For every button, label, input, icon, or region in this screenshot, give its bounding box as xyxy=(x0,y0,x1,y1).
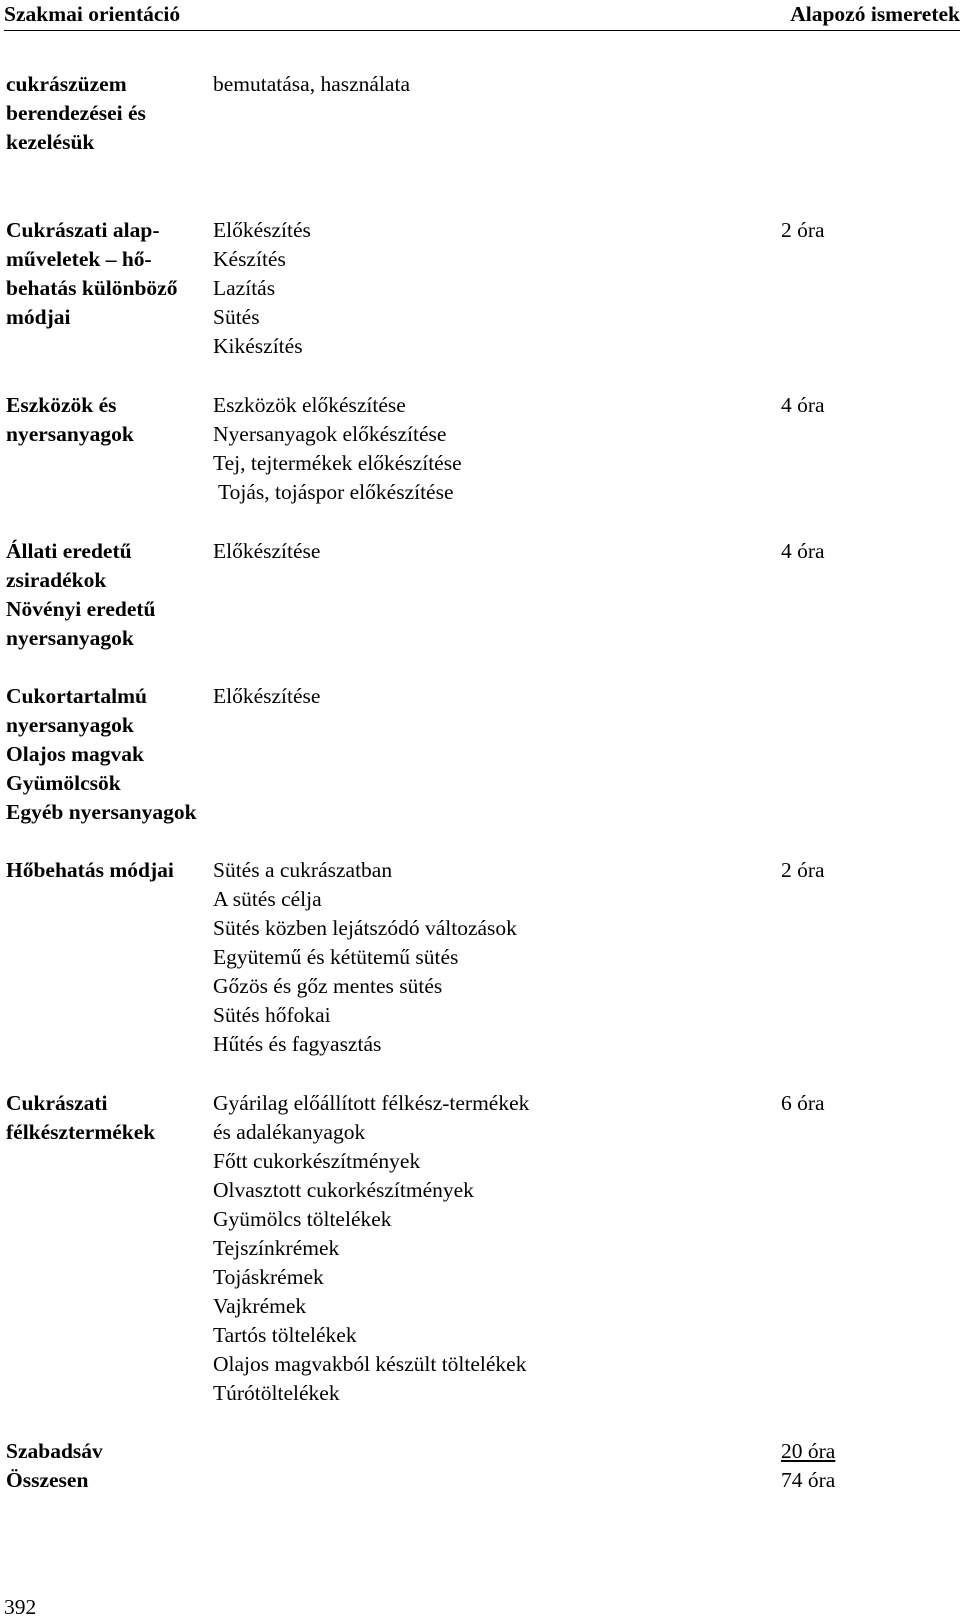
topic-cell xyxy=(6,216,206,332)
topic-cell xyxy=(6,391,206,449)
topic-cell xyxy=(6,856,206,885)
topic-line: módjai xyxy=(6,305,71,329)
topic-line: nyersanyagok xyxy=(6,422,134,446)
page-number: 392 xyxy=(4,1595,37,1619)
content-line: bemutatása, használata xyxy=(213,72,410,96)
topic-line: Olajos magvak xyxy=(6,742,144,766)
content-line: Olvasztott cukorkészítmények xyxy=(213,1178,474,1202)
header-section-title: Szakmai orientáció xyxy=(4,2,181,26)
content-line: Vajkrémek xyxy=(213,1294,307,1318)
content-line: Hűtés és fagyasztás xyxy=(213,1032,382,1056)
hours-cell: 2 óra xyxy=(781,858,825,882)
content-line: Sütés közben lejátszódó változások xyxy=(213,916,517,940)
topic-line: zsiradékok xyxy=(6,568,107,592)
content-line: Előkészítése xyxy=(213,684,321,708)
content-line: Kikészítés xyxy=(213,334,303,358)
topic-line: Növényi eredetű xyxy=(6,597,156,621)
content-line: Tej, tejtermékek előkészítése xyxy=(213,451,462,475)
content-cell xyxy=(213,537,753,566)
hours-cell: 6 óra xyxy=(781,1091,825,1115)
topic-cell xyxy=(6,682,206,827)
free-time-hours: 20 óra xyxy=(781,1439,836,1463)
content-line: Túrótöltelékek xyxy=(213,1381,340,1405)
content-cell xyxy=(213,856,753,1059)
content-line: Lazítás xyxy=(213,276,276,300)
topic-line: Állati eredetű xyxy=(6,539,132,563)
topic-line: nyersanyagok xyxy=(6,713,134,737)
content-line: Tartós töltelékek xyxy=(213,1323,357,1347)
hours-cell: 4 óra xyxy=(781,393,825,417)
content-cell xyxy=(213,391,753,507)
content-line: Gőzös és gőz mentes sütés xyxy=(213,974,443,998)
topic-line: berendezései és xyxy=(6,101,146,125)
content-line: Előkészítése xyxy=(213,539,321,563)
content-line: Eszközök előkészítése xyxy=(213,393,406,417)
topic-line: Cukortartalmú xyxy=(6,684,147,708)
content-line: A sütés célja xyxy=(213,887,322,911)
total-hours: 74 óra xyxy=(781,1468,836,1492)
content-line: Olajos magvakból készült töltelékek xyxy=(213,1352,527,1376)
summary-hours xyxy=(781,1437,911,1495)
topic-line: cukrászüzem xyxy=(6,72,127,96)
content-line: Nyersanyagok előkészítése xyxy=(213,422,447,446)
content-cell xyxy=(213,682,753,711)
content-cell xyxy=(213,1089,753,1408)
hours-cell: 2 óra xyxy=(781,218,825,242)
topic-cell xyxy=(6,70,206,157)
content-line: Gyümölcs töltelékek xyxy=(213,1207,392,1231)
topic-cell xyxy=(6,1089,206,1147)
topic-line: műveletek – hő- xyxy=(6,247,152,271)
topic-line: kezelésük xyxy=(6,130,95,154)
topic-line: nyersanyagok xyxy=(6,626,134,650)
content-line: Gyárilag előállított félkész-termékek xyxy=(213,1091,530,1115)
topic-line: Egyéb nyersanyagok xyxy=(6,800,197,824)
content-line: Előkészítés xyxy=(213,218,311,242)
topic-line: behatás különböző xyxy=(6,276,178,300)
free-time-label: Szabadsáv xyxy=(6,1439,103,1463)
content-cell xyxy=(213,70,753,99)
content-line: Készítés xyxy=(213,247,286,271)
content-cell xyxy=(213,216,753,361)
page-header xyxy=(4,0,960,31)
content-line: Sütés a cukrászatban xyxy=(213,858,393,882)
content-line: Tojás, tojáspor előkészítése xyxy=(213,480,454,504)
topic-line: Eszközök és xyxy=(6,393,117,417)
topic-line: Hőbehatás módjai xyxy=(6,858,174,882)
content-line: és adalékanyagok xyxy=(213,1120,366,1144)
topic-line: félkésztermékek xyxy=(6,1120,156,1144)
content-line: Tojáskrémek xyxy=(213,1265,324,1289)
content-line: Sütés xyxy=(213,305,260,329)
total-label: Összesen xyxy=(6,1468,89,1492)
content-line: Tejszínkrémek xyxy=(213,1236,340,1260)
topic-line: Cukrászati alap- xyxy=(6,218,160,242)
summary-labels xyxy=(6,1437,206,1495)
hours-cell: 4 óra xyxy=(781,539,825,563)
content-line: Sütés hőfokai xyxy=(213,1003,331,1027)
topic-line: Cukrászati xyxy=(6,1091,108,1115)
content-line: Együtemű és kétütemű sütés xyxy=(213,945,459,969)
header-document-title: Alapozó ismeretek xyxy=(790,2,960,26)
topic-cell xyxy=(6,537,206,653)
topic-line: Gyümölcsök xyxy=(6,771,121,795)
content-line: Főtt cukorkészítmények xyxy=(213,1149,421,1173)
